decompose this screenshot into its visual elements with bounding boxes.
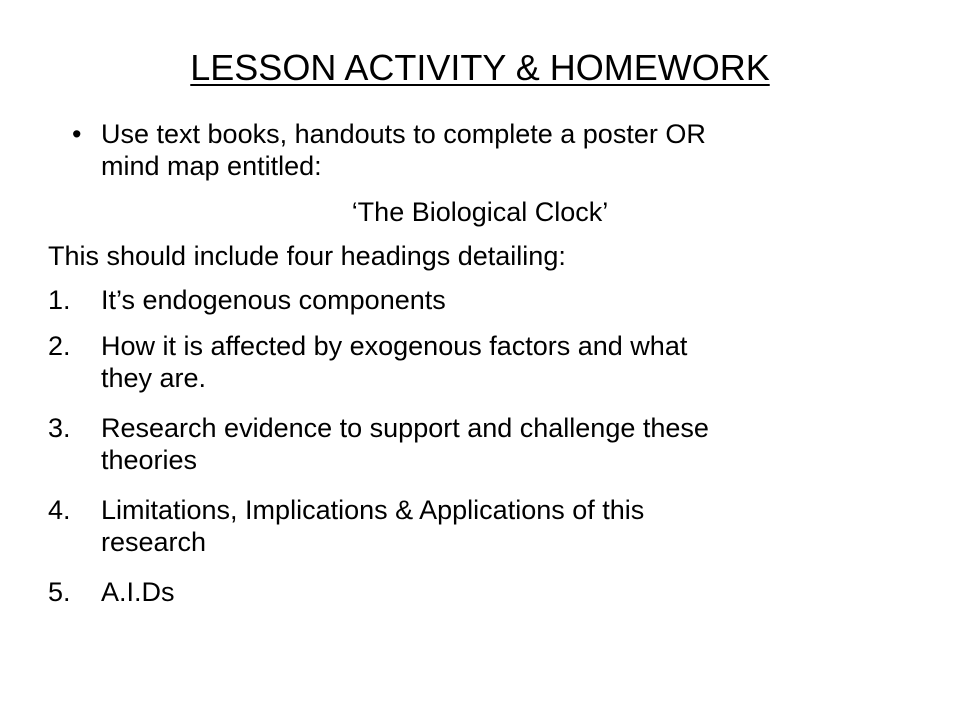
list-item-number: 3. — [48, 413, 71, 443]
list-item-text: research — [101, 527, 207, 557]
list-item-text: Limitations, Implications & Applications of this — [101, 495, 645, 525]
list-item-text: they are. — [101, 363, 207, 393]
list-item-number: 2. — [48, 331, 71, 361]
list-item-number: 4. — [48, 495, 71, 525]
bullet-dot-icon: • — [72, 119, 82, 149]
bullet-line-1: Use text books, handouts to complete a poster OR — [101, 119, 706, 149]
list-item-text: A.I.Ds — [101, 577, 175, 607]
list-item-text: It’s endogenous components — [101, 285, 446, 315]
poster-title: ‘The Biological Clock’ — [351, 197, 609, 227]
list-item-number: 1. — [48, 285, 71, 315]
list-item-text: How it is affected by exogenous factors and what — [101, 331, 688, 361]
slide-title: LESSON ACTIVITY & HOMEWORK — [190, 47, 770, 88]
list-item-number: 5. — [48, 577, 71, 607]
intro-text: This should include four headings detailing: — [48, 241, 566, 271]
list-item-text: theories — [101, 445, 198, 475]
list-item-text: Research evidence to support and challenge these — [101, 413, 709, 443]
bullet-line-2: mind map entitled: — [101, 151, 322, 181]
